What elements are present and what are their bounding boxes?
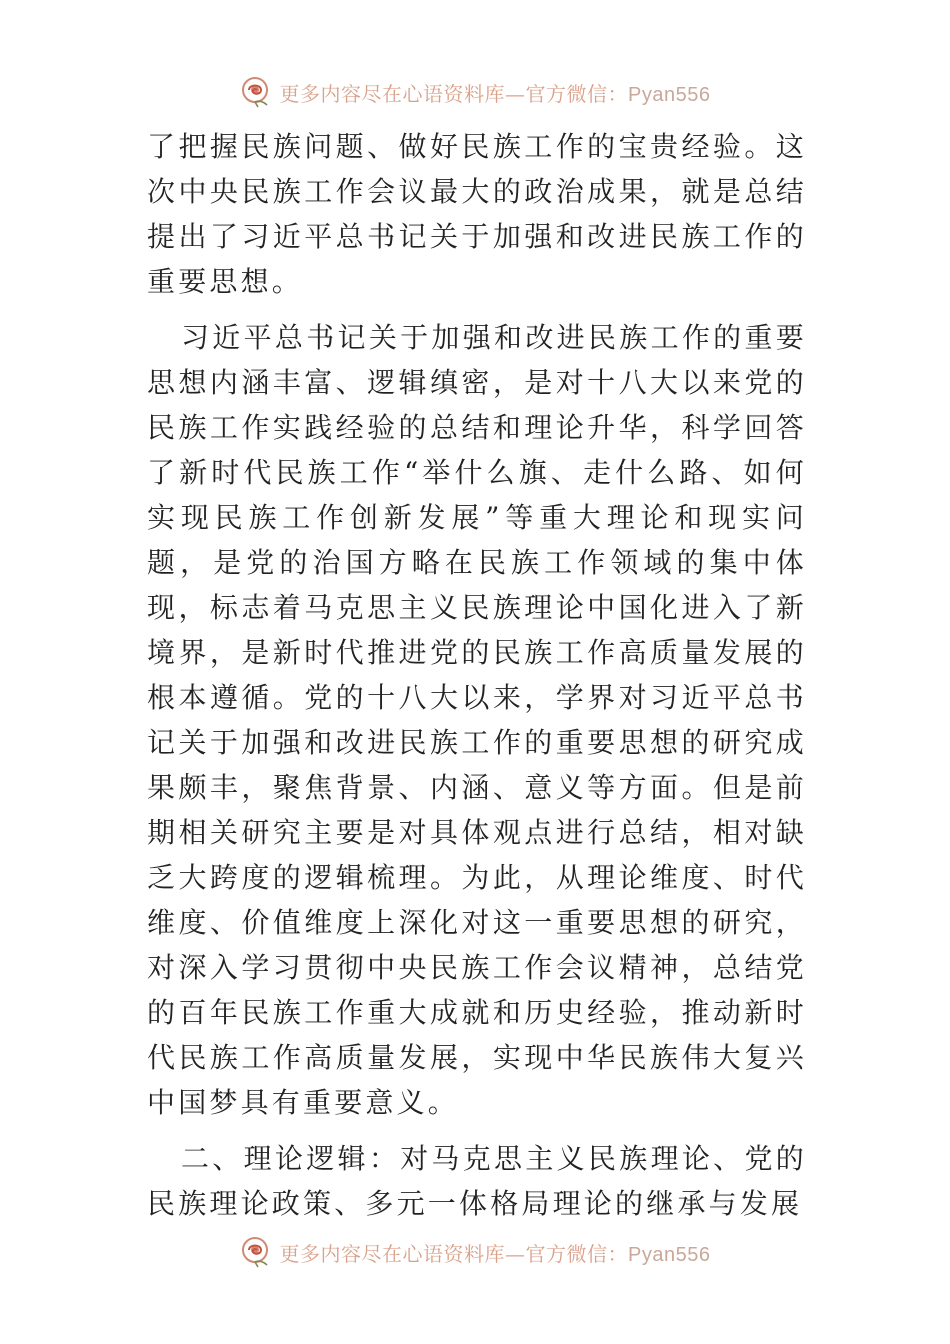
paragraph: 习近平总书记关于加强和改进民族工作的重要思想内涵丰富、逻辑缜密，是对十八大以来党的民族工作实践经验的总结和理论升华，科学回答了新时代民族工作“举什么旗、走什么路、如何实现民族工作创新发展”等重大理论和现实问题，是党的治国方略在民族工作领域的集中体现，标志着马克思主义民族理论中国化进入了新境界，是新时代推进党的民族工作高质量发展的根本遵循。党的十八大以来，学界对习近平总书记关于加强和改进民族工作的重要思想的研究成果颇丰，聚焦背景、内涵、意义等方面。但是前期相关研究主要是对具体观点进行总结，相对缺乏大跨度的逻辑梳理。为此，从理论维度、时代维度、价值维度上深化对这一重要思想的研究，对深入学习贯彻中央民族工作会议精神，总结党的百年民族工作重大成就和历史经验，推动新时代民族工作高质量发展，实现中华民族伟大复兴中国梦具有重要意义。 (147, 321, 807, 1119)
document-body (147, 124, 807, 1226)
rose-logo-icon (240, 75, 274, 109)
watermark-text: 更多内容尽在心语资料库—官方微信：Pyan556 (279, 1241, 711, 1266)
watermark-text: 更多内容尽在心语资料库—官方微信：Pyan556 (279, 81, 711, 106)
section-heading: 二、理论逻辑：对马克思主义民族理论、党的民族理论政策、多元一体格局理论的继承与发展 (147, 1142, 807, 1220)
paragraph-continued: 了把握民族问题、做好民族工作的宝贵经验。这次中央民族工作会议最大的政治成果，就是总结提出了习近平总书记关于加强和改进民族工作的重要思想。 (147, 130, 807, 298)
rose-logo-icon (240, 1235, 274, 1269)
header-watermark (0, 72, 950, 112)
footer-watermark (0, 1232, 950, 1272)
